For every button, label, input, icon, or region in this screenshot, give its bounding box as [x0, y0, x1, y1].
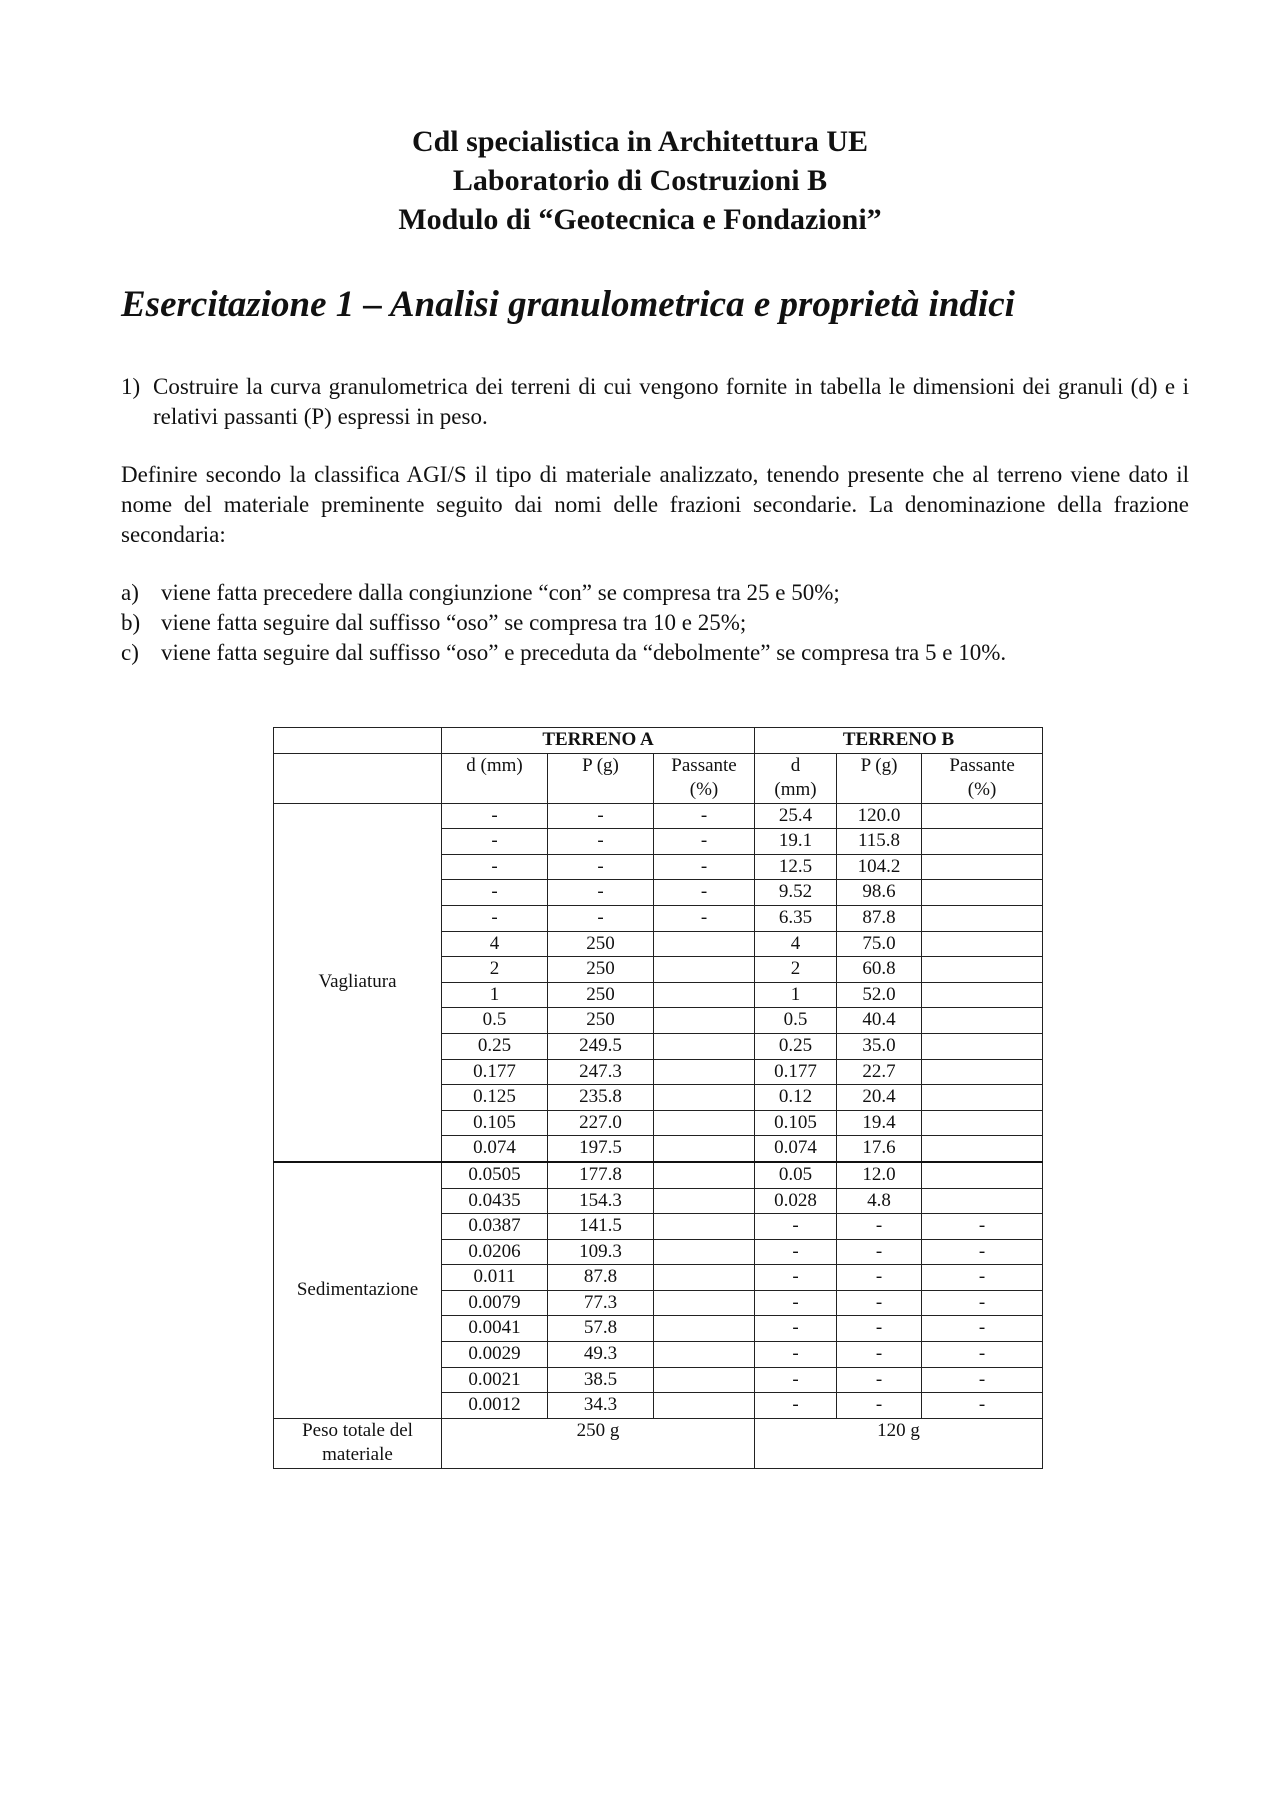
table-cell: 4.8: [837, 1188, 922, 1214]
terreno-b-header: TERRENO B: [755, 728, 1043, 754]
table-cell: 0.5: [755, 1008, 837, 1034]
table-cell: [922, 905, 1043, 931]
table-cell: [922, 880, 1043, 906]
table-cell: -: [548, 905, 654, 931]
table-cell: 249.5: [548, 1033, 654, 1059]
table-cell: 115.8: [837, 829, 922, 855]
table-cell: 250: [548, 1008, 654, 1034]
table-cell: 60.8: [837, 957, 922, 983]
table-cell: [654, 1136, 755, 1162]
table-cell: 0.0021: [442, 1367, 548, 1393]
table-cell: 0.05: [755, 1162, 837, 1188]
table-cell: 77.3: [548, 1290, 654, 1316]
total-weight-a: 250 g: [442, 1418, 755, 1468]
col-a-d: d (mm): [442, 753, 548, 803]
table-cell: -: [654, 803, 755, 829]
table-cell: 57.8: [548, 1316, 654, 1342]
blank-corner-cell: [274, 753, 442, 803]
table-cell: 20.4: [837, 1085, 922, 1111]
rule-mark: b): [121, 610, 141, 635]
table-cell: -: [922, 1290, 1043, 1316]
table-row: [274, 803, 1043, 829]
table-cell: [654, 1085, 755, 1111]
table-cell: -: [755, 1265, 837, 1291]
table-cell: [922, 803, 1043, 829]
table-cell: 0.011: [442, 1265, 548, 1291]
vagliatura-label: Vagliatura: [274, 803, 442, 1162]
exercise-title: Esercitazione 1 – Analisi granulometrica e proprietà indici: [121, 284, 1015, 325]
table-cell: [654, 1008, 755, 1034]
table-cell: -: [548, 880, 654, 906]
col-b-passante-line1: Passante: [949, 754, 1015, 776]
col-b-d-line2: (mm): [774, 778, 817, 800]
table-cell: 34.3: [548, 1393, 654, 1419]
table-cell: 104.2: [837, 854, 922, 880]
table-cell: 0.177: [755, 1059, 837, 1085]
table-cell: -: [654, 880, 755, 906]
table-cell: 197.5: [548, 1136, 654, 1162]
granulometry-table: [273, 727, 1043, 1469]
table-cell: -: [837, 1367, 922, 1393]
col-b-d: [755, 753, 837, 803]
rule-item: [121, 578, 1189, 608]
table-cell: [922, 1085, 1043, 1111]
table-cell: 0.125: [442, 1085, 548, 1111]
table-cell: 0.074: [755, 1136, 837, 1162]
table-cell: -: [922, 1214, 1043, 1240]
table-cell: 0.0505: [442, 1162, 548, 1188]
item-1-number: 1): [121, 374, 141, 399]
table-cell: 19.1: [755, 829, 837, 855]
table-cell: 40.4: [837, 1008, 922, 1034]
rule-text: viene fatta seguire dal suffisso “oso” e preceduta da “debolmente” se compresa tra 5 e 10%.: [161, 640, 1007, 665]
table-cell: [922, 1188, 1043, 1214]
col-a-passante-line2: (%): [689, 778, 719, 800]
table-cell: 4: [442, 931, 548, 957]
table-cell: [922, 854, 1043, 880]
table-cell: [654, 1110, 755, 1136]
header-course: Cdl specialistica in Architettura UE: [411, 125, 869, 158]
table-cell: -: [755, 1393, 837, 1419]
table-cell: 49.3: [548, 1342, 654, 1368]
table-cell: -: [922, 1342, 1043, 1368]
table-cell: 250: [548, 982, 654, 1008]
table-cell: -: [654, 854, 755, 880]
table-cell: 98.6: [837, 880, 922, 906]
table-cell: 0.0029: [442, 1342, 548, 1368]
table-cell: [654, 1265, 755, 1291]
table-cell: 52.0: [837, 982, 922, 1008]
column-header-row: [274, 753, 1043, 803]
table-cell: [654, 957, 755, 983]
table-cell: 247.3: [548, 1059, 654, 1085]
table-cell: [654, 931, 755, 957]
table-cell: [654, 1290, 755, 1316]
table-cell: 9.52: [755, 880, 837, 906]
table-cell: -: [755, 1342, 837, 1368]
table-cell: 0.0012: [442, 1393, 548, 1419]
table-cell: 250: [548, 957, 654, 983]
col-a-passante: [654, 753, 755, 803]
table-cell: -: [442, 829, 548, 855]
table-cell: 227.0: [548, 1110, 654, 1136]
table-cell: -: [548, 803, 654, 829]
table-cell: -: [837, 1265, 922, 1291]
table-cell: [922, 1136, 1043, 1162]
total-weight-row: [274, 1418, 1043, 1468]
table-cell: -: [922, 1239, 1043, 1265]
table-cell: 12.5: [755, 854, 837, 880]
table-cell: 0.25: [755, 1033, 837, 1059]
table-cell: -: [755, 1214, 837, 1240]
table-cell: -: [837, 1239, 922, 1265]
table-cell: [922, 1008, 1043, 1034]
table-cell: [922, 1162, 1043, 1188]
table-cell: [922, 1033, 1043, 1059]
col-a-passante-line1: Passante: [671, 754, 737, 776]
table-cell: -: [755, 1290, 837, 1316]
table-cell: 38.5: [548, 1367, 654, 1393]
table-cell: 1: [755, 982, 837, 1008]
table-cell: [922, 957, 1043, 983]
table-cell: [922, 829, 1043, 855]
table-cell: -: [442, 880, 548, 906]
table-cell: 250: [548, 931, 654, 957]
col-b-d-line1: d: [790, 754, 801, 776]
table-cell: 0.0041: [442, 1316, 548, 1342]
table-cell: 0.12: [755, 1085, 837, 1111]
table-cell: [654, 1342, 755, 1368]
table-cell: -: [654, 905, 755, 931]
table-cell: [654, 1393, 755, 1419]
item-1: [121, 372, 1189, 432]
table-header-row: [274, 728, 1043, 754]
table-cell: 75.0: [837, 931, 922, 957]
table-cell: -: [548, 854, 654, 880]
table-cell: 0.0079: [442, 1290, 548, 1316]
table-cell: 87.8: [548, 1265, 654, 1291]
table-cell: 0.105: [442, 1110, 548, 1136]
item-1-text: Costruire la curva granulometrica dei terreni di cui vengono fornite in tabella le dimensioni dei granuli (d) e i relativi passanti (P) espressi in peso.: [153, 374, 1189, 429]
table-cell: -: [922, 1316, 1043, 1342]
table-cell: 0.105: [755, 1110, 837, 1136]
col-b-passante-line2: (%): [967, 778, 997, 800]
document-header: [0, 122, 1280, 239]
table-cell: 1: [442, 982, 548, 1008]
table-cell: -: [837, 1316, 922, 1342]
table-cell: 0.25: [442, 1033, 548, 1059]
rule-text: viene fatta seguire dal suffisso “oso” se compresa tra 10 e 25%;: [161, 610, 747, 635]
table-cell: -: [755, 1316, 837, 1342]
table-cell: 0.0387: [442, 1214, 548, 1240]
total-weight-b: 120 g: [755, 1418, 1043, 1468]
rules-list: [121, 578, 1189, 668]
rule-mark: c): [121, 640, 139, 665]
table-cell: -: [922, 1265, 1043, 1291]
header-lab: Laboratorio di Costruzioni B: [452, 164, 828, 197]
table-cell: 25.4: [755, 803, 837, 829]
table-cell: [922, 982, 1043, 1008]
table-cell: -: [837, 1214, 922, 1240]
table-cell: 0.177: [442, 1059, 548, 1085]
table-cell: 87.8: [837, 905, 922, 931]
table-cell: [654, 1033, 755, 1059]
table-cell: [922, 1059, 1043, 1085]
rule-item: [121, 608, 1189, 638]
table-cell: -: [755, 1239, 837, 1265]
table-cell: [654, 1162, 755, 1188]
table-cell: 141.5: [548, 1214, 654, 1240]
table-cell: 2: [442, 957, 548, 983]
col-b-passante: [922, 753, 1043, 803]
table-cell: 0.0435: [442, 1188, 548, 1214]
table-cell: 109.3: [548, 1239, 654, 1265]
table-cell: 6.35: [755, 905, 837, 931]
table-row: [274, 1162, 1043, 1188]
table-cell: 2: [755, 957, 837, 983]
table-cell: [922, 931, 1043, 957]
table-cell: 4: [755, 931, 837, 957]
table-cell: 22.7: [837, 1059, 922, 1085]
table-cell: [922, 1110, 1043, 1136]
table-cell: -: [837, 1393, 922, 1419]
table-cell: 12.0: [837, 1162, 922, 1188]
table-cell: 0.074: [442, 1136, 548, 1162]
total-weight-label-line1: Peso totale del: [302, 1419, 413, 1441]
col-b-p: P (g): [837, 753, 922, 803]
table-cell: 235.8: [548, 1085, 654, 1111]
table-cell: 0.5: [442, 1008, 548, 1034]
table-cell: [654, 982, 755, 1008]
col-a-p: P (g): [548, 753, 654, 803]
table-cell: [654, 1239, 755, 1265]
table-cell: 177.8: [548, 1162, 654, 1188]
table-cell: -: [837, 1342, 922, 1368]
sedimentazione-label: Sedimentazione: [274, 1162, 442, 1418]
total-weight-label: [274, 1418, 442, 1468]
table-cell: -: [442, 854, 548, 880]
header-module: Modulo di “Geotecnica e Fondazioni”: [398, 203, 882, 236]
table-cell: 0.0206: [442, 1239, 548, 1265]
table-cell: -: [548, 829, 654, 855]
table-cell: -: [922, 1393, 1043, 1419]
table-cell: 17.6: [837, 1136, 922, 1162]
table-cell: -: [442, 905, 548, 931]
table-cell: -: [442, 803, 548, 829]
table-cell: [654, 1367, 755, 1393]
table-cell: [654, 1059, 755, 1085]
table-cell: 154.3: [548, 1188, 654, 1214]
table-cell: -: [837, 1290, 922, 1316]
table-cell: 35.0: [837, 1033, 922, 1059]
definition-paragraph: Definire secondo la classifica AGI/S il tipo di materiale analizzato, tenendo presente che al terreno viene dato il nome del materiale preminente seguito dai nomi delle frazioni secondarie. La denominazione della frazione secondaria:: [121, 462, 1189, 547]
total-weight-label-line2: materiale: [322, 1443, 393, 1465]
rule-text: viene fatta precedere dalla congiunzione “con” se compresa tra 25 e 50%;: [161, 580, 840, 605]
rule-mark: a): [121, 580, 139, 605]
table-cell: -: [922, 1367, 1043, 1393]
table-cell: [654, 1316, 755, 1342]
table-cell: -: [654, 829, 755, 855]
table-cell: [654, 1214, 755, 1240]
table-cell: 0.028: [755, 1188, 837, 1214]
table-cell: -: [755, 1367, 837, 1393]
blank-corner-cell: [274, 728, 442, 754]
table-cell: 19.4: [837, 1110, 922, 1136]
terreno-a-header: TERRENO A: [442, 728, 755, 754]
table-cell: 120.0: [837, 803, 922, 829]
table-cell: [654, 1188, 755, 1214]
rule-item: [121, 638, 1189, 668]
